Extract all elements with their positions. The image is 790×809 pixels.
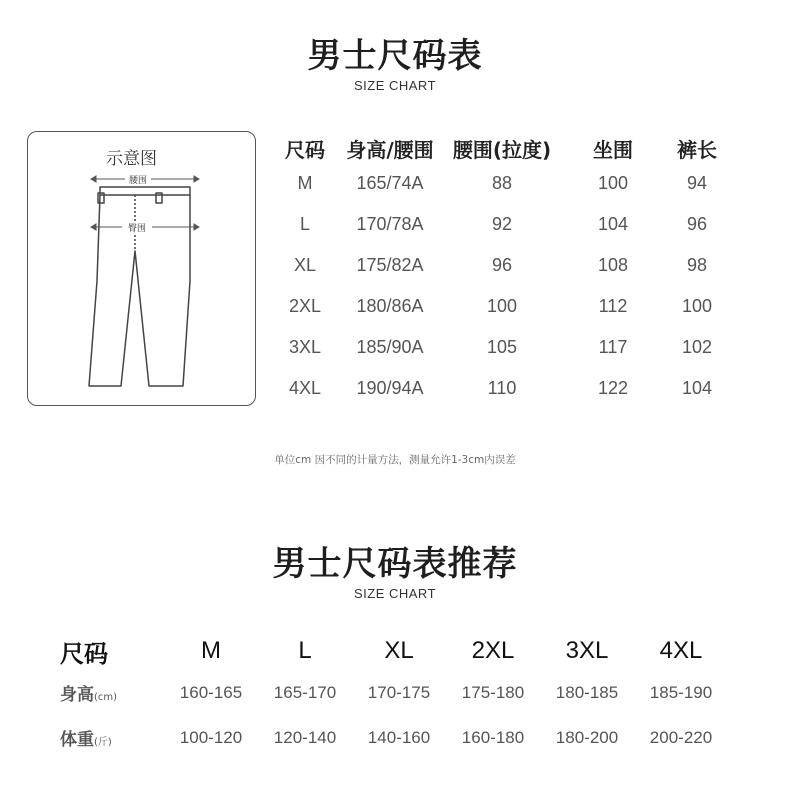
table-cell: 185/90A xyxy=(356,337,424,357)
waist-arrow-right xyxy=(194,176,199,182)
size-cell: XL xyxy=(384,637,414,664)
recommend-table xyxy=(60,632,728,760)
table-cell: 100 xyxy=(597,173,629,193)
height-cell: 165-170 xyxy=(273,682,337,702)
hip-arrow-right xyxy=(194,224,199,230)
size-cell: M xyxy=(201,637,221,664)
table-row xyxy=(276,368,726,409)
table-row xyxy=(276,245,726,286)
weight-cell: 140-160 xyxy=(367,727,431,747)
table-cell: 96 xyxy=(491,255,513,275)
diagram-label: 示意图 xyxy=(106,149,157,169)
recommend-subtitle: SIZE CHART xyxy=(353,586,437,601)
header-cell: 裤长 xyxy=(677,138,717,162)
table-cell: 190/94A xyxy=(356,378,424,398)
table-cell: 2XL xyxy=(288,296,322,316)
height-cell: 160-165 xyxy=(179,682,243,702)
height-cell: 185-190 xyxy=(649,682,713,702)
header-cell: 尺码 xyxy=(285,138,325,162)
height-cell: 170-175 xyxy=(367,682,431,702)
table-cell: 110 xyxy=(487,378,517,398)
table-cell: L xyxy=(299,214,310,234)
table-cell: 175/82A xyxy=(356,255,424,275)
table-cell: 102 xyxy=(681,337,713,357)
size-table-header xyxy=(276,134,726,163)
table-cell: M xyxy=(297,173,313,193)
weight-cell: 180-200 xyxy=(555,727,619,747)
recommend-size-row xyxy=(60,632,728,670)
header-cell: 坐围 xyxy=(593,138,633,162)
weight-cell: 100-120 xyxy=(179,727,243,747)
table-cell: 100 xyxy=(486,296,518,316)
weight-cell: 120-140 xyxy=(273,727,337,747)
table-cell: 108 xyxy=(597,255,629,275)
recommend-title: 男士尺码表推荐 xyxy=(272,544,518,584)
table-cell: 92 xyxy=(491,214,513,234)
table-row xyxy=(276,163,726,204)
recommend-weight-row xyxy=(60,715,728,760)
table-cell: 100 xyxy=(681,296,713,316)
table-row xyxy=(276,327,726,368)
size-cell: 4XL xyxy=(659,637,703,664)
table-cell: 180/86A xyxy=(356,296,424,316)
table-cell: 112 xyxy=(598,296,628,316)
recommend-height-row xyxy=(60,670,728,715)
table-cell: 117 xyxy=(598,337,628,357)
weight-label-text: 体重 xyxy=(60,730,94,750)
measurement-note: 单位cm 因不同的计量方法，测量允许1-3cm内误差 xyxy=(274,454,516,466)
table-cell: 165/74A xyxy=(356,173,424,193)
weight-cell: 200-220 xyxy=(649,727,713,747)
table-cell: 98 xyxy=(686,255,708,275)
height-row-label xyxy=(60,670,164,715)
height-cell: 180-185 xyxy=(555,682,619,702)
table-cell: 96 xyxy=(686,214,708,234)
table-cell: 104 xyxy=(681,378,713,398)
table-row xyxy=(276,204,726,245)
table-cell: 104 xyxy=(597,214,629,234)
pants-diagram xyxy=(27,131,256,406)
table-cell: XL xyxy=(293,255,317,275)
weight-unit: (斤) xyxy=(94,737,112,748)
height-label-text: 身高 xyxy=(60,685,94,705)
pants-waistband xyxy=(100,187,190,195)
table-cell: 122 xyxy=(597,378,629,398)
table-cell: 94 xyxy=(686,173,708,193)
table-cell: 4XL xyxy=(288,378,322,398)
header-cell: 腰围(拉度) xyxy=(452,138,552,162)
height-unit: (cm) xyxy=(94,692,118,703)
size-cell: 3XL xyxy=(565,637,609,664)
chart-title: 男士尺码表 xyxy=(307,36,483,76)
chart-subtitle: SIZE CHART xyxy=(353,78,437,93)
waist-arrow-left xyxy=(91,176,96,182)
size-label-text: 尺码 xyxy=(60,639,108,668)
header-cell: 身高/腰围 xyxy=(346,138,434,162)
waist-label: 腰围 xyxy=(128,176,148,186)
size-cell: L xyxy=(298,637,312,664)
table-cell: 105 xyxy=(486,337,518,357)
size-cell: 2XL xyxy=(471,637,515,664)
height-cell: 175-180 xyxy=(461,682,525,702)
size-row-label xyxy=(60,632,164,670)
hip-arrow-left xyxy=(91,224,96,230)
table-cell: 170/78A xyxy=(356,214,424,234)
table-row xyxy=(276,286,726,327)
weight-row-label xyxy=(60,715,164,760)
table-cell: 3XL xyxy=(288,337,322,357)
size-table xyxy=(276,134,726,409)
weight-cell: 160-180 xyxy=(461,727,525,747)
table-cell: 88 xyxy=(491,173,513,193)
hip-label: 臀围 xyxy=(127,224,147,234)
